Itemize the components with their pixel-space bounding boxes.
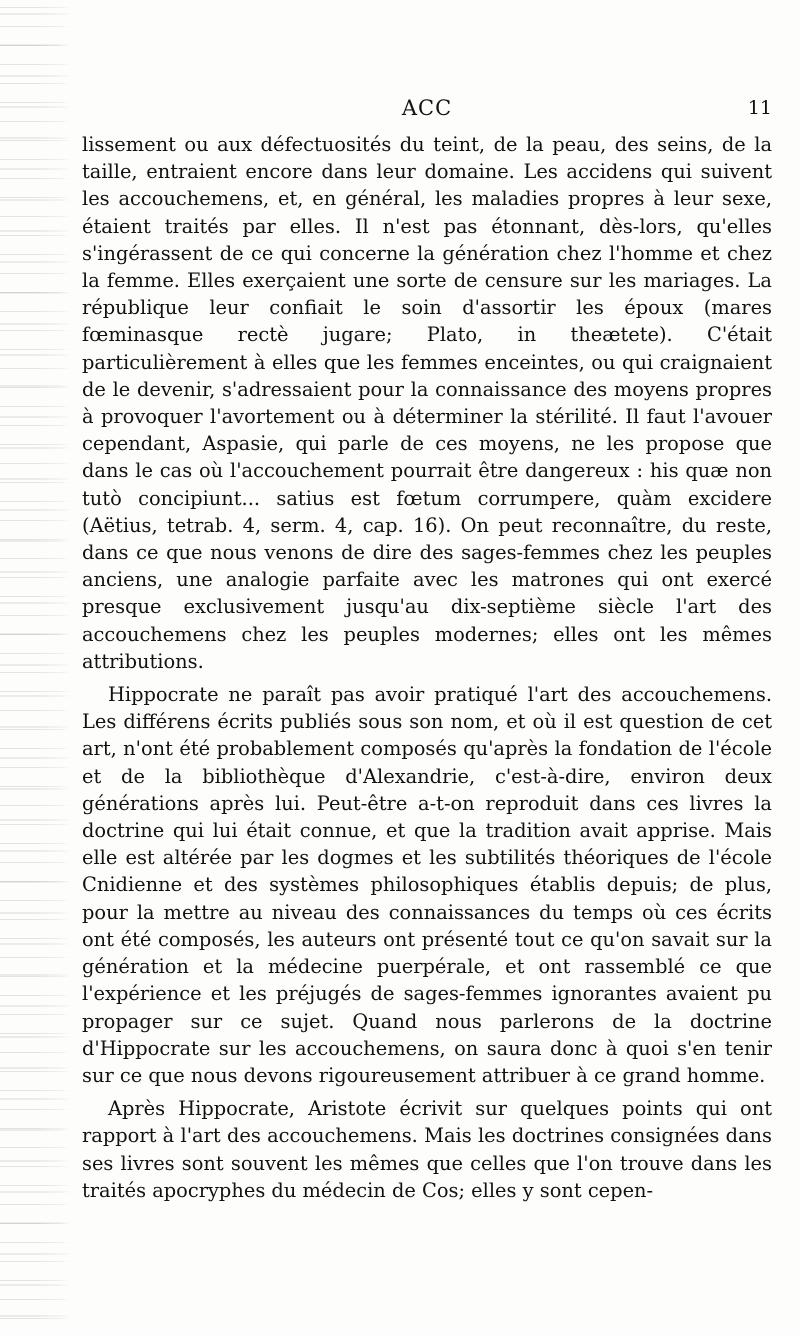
paragraph-1: lissement ou aux défectuosités du teint, de la peau, des seins, de la taille, entraient encore dans leur domaine. Les accidens qui suivent les accouchemens, et, en général, les maladies propres à leur sexe, étaient traités par elles. Il n'est pas étonnant, dès-lors, qu'elles s'ingérassent de ce qui concerne la génération chez l'homme et chez la femme. Elles exerçaient une sorte de censure sur les mariages. La république leur confiait le soin d'assortir les époux (mares fœminasque rectè jugare; Plato, in theætete). C'était particulièrement à elles que les femmes enceintes, ou qui craignaient de le devenir, s'adressaient pour la connaissance des moyens propres à provoquer l'avortement ou à déterminer la stérilité. Il faut l'avouer cependant, Aspasie, qui parle de ces moyens, ne les propose que dans le cas où l'accouchement pourrait être dangereux : his quæ non tutò concipiunt... satius est fœtum corrumpere, quàm excidere (Aëtius, tetrab. 4, serm. 4, cap. 16). On peut reconnaître, du reste, dans ce que nous venons de dire des sages-femmes chez les peuples anciens, une analogie parfaite avec les matrones qui ont exercé presque exclusivement jusqu'au dix-septième siècle l'art des accouchemens chez les peuples modernes; elles ont les mêmes attributions.: [82, 133, 772, 673]
body-text: [82, 131, 772, 1204]
page-number: 11: [747, 97, 772, 119]
paragraph-3: Après Hippocrate, Aristote écrivit sur quelques points qui ont rapport à l'art des accouchemens. Mais les doctrines consignées dans ses livres sont souvent les mêmes que celles que l'on trouve dans les traités apocryphes du médecin de Cos; elles y sont cepen-: [82, 1097, 772, 1202]
page-header: [82, 94, 772, 124]
running-head: ACC: [401, 96, 453, 120]
paragraph-2: Hippocrate ne paraît pas avoir pratiqué l'art des accouchemens. Les différens écrits publiés sous son nom, et où il est question de cet art, n'ont été probablement composés qu'après la fondation de l'école et de la bibliothèque d'Alexandrie, c'est-à-dire, environ deux générations après lui. Peut-être a-t-on reproduit dans ces livres la doctrine qui lui était connue, et que la tradition avait apprise. Mais elle est altérée par les dogmes et les subtilités théoriques de l'école Cnidienne et des systèmes philosophiques établis depuis; de plus, pour la mettre au niveau des connaissances du temps où ces écrits ont été composés, les auteurs ont présenté tout ce qu'on savait sur la génération et la médecine puerpérale, et ont rassemblé ce que l'expérience et les préjugés de sages-femmes ignorantes avaient pu propager sur ce sujet. Quand nous parlerons de la doctrine d'Hippocrate sur les accouchemens, on saura donc à quoi s'en tenir sur ce que nous devons rigoureusement attribuer à ce grand homme.: [82, 683, 772, 1087]
